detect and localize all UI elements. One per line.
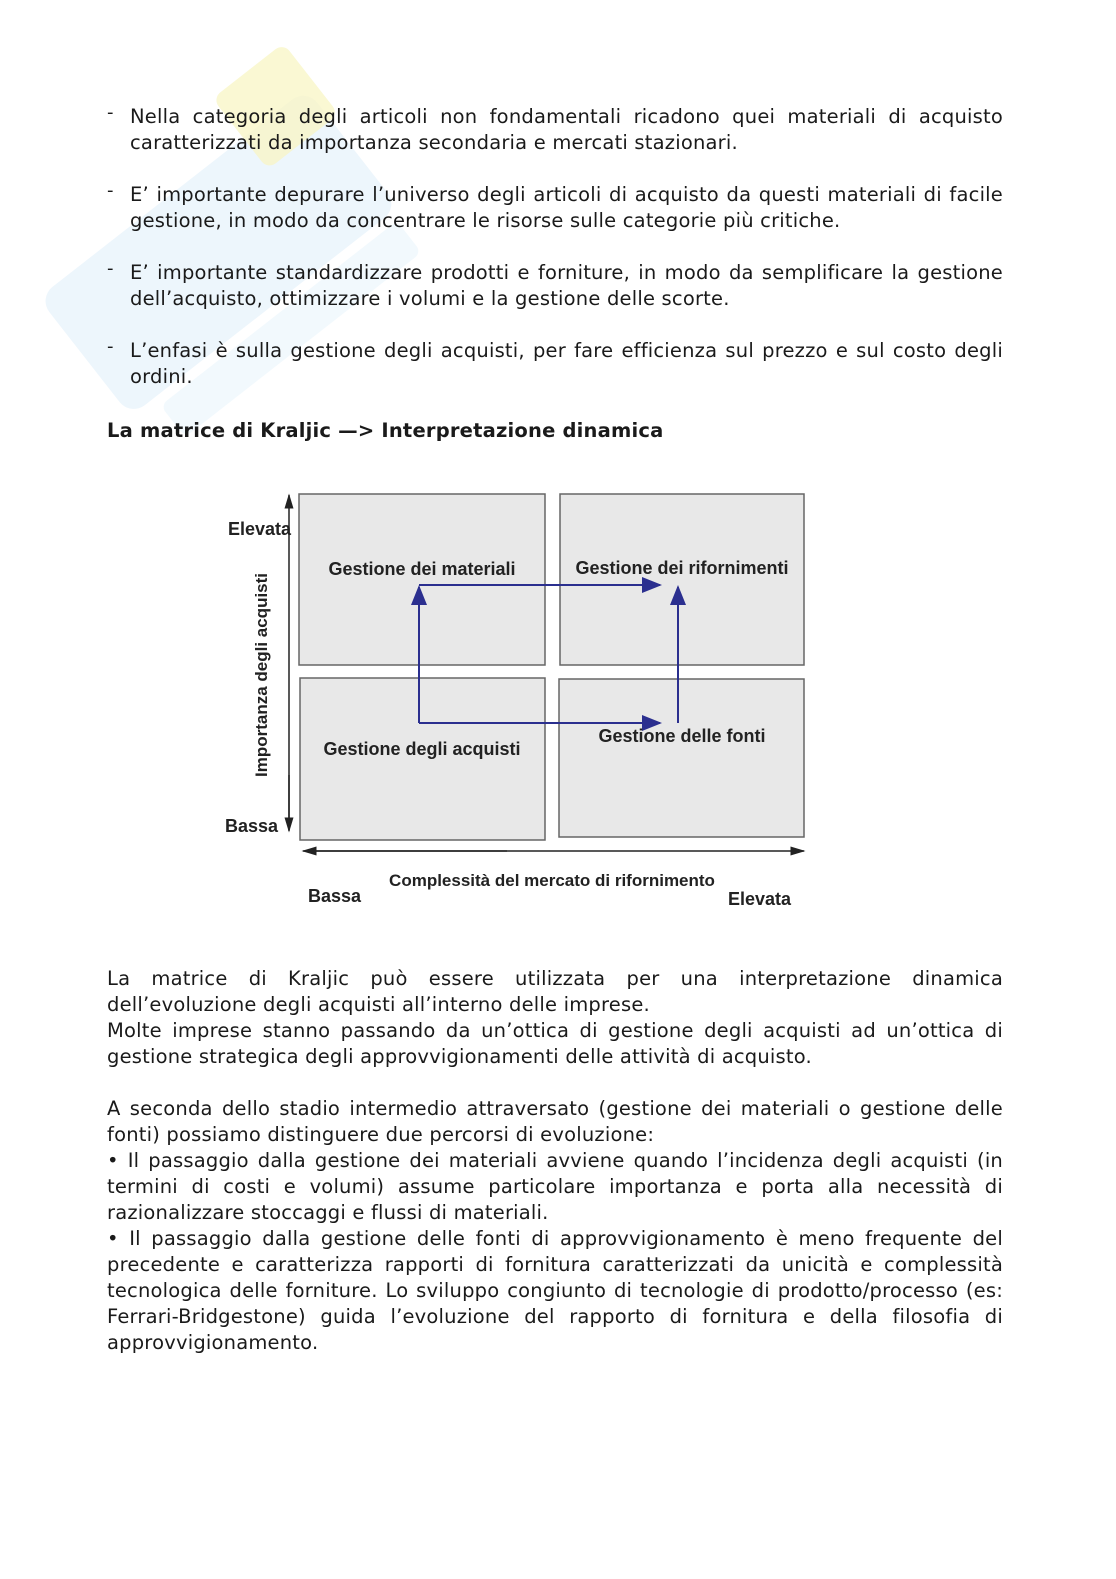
bullet-marker: - xyxy=(107,102,114,123)
y-axis-title: Importanza degli acquisti xyxy=(252,572,271,778)
quadrant-label-acquisti: Gestione degli acquisti xyxy=(323,739,521,759)
list-item xyxy=(107,260,1003,312)
x-low-label: Bassa xyxy=(308,886,362,906)
x-high-label: Elevata xyxy=(728,889,792,909)
paragraph: A seconda dello stadio intermedio attraversato (gestione dei materiali o gestione delle fonti) possiamo distinguere due percorsi di evoluzione: xyxy=(107,1097,1003,1146)
paragraph-gap xyxy=(107,1070,1003,1096)
page-content xyxy=(107,102,1003,442)
quadrant-label-materiali: Gestione dei materiali xyxy=(328,559,516,579)
paragraph: La matrice di Kraljic può essere utilizzata per una interpretazione dinamica dell’evoluzione degli acquisti all’interno delle imprese. xyxy=(107,967,1003,1016)
paragraph: Molte imprese stanno passando da un’ottica di gestione degli acquisti ad un’ottica di gestione strategica degli approvvigionamenti delle attività di acquisto. xyxy=(107,1019,1003,1068)
list-item xyxy=(107,338,1003,390)
y-low-label: Bassa xyxy=(225,816,279,836)
quadrant-top-left xyxy=(299,494,545,665)
quadrant-top-right xyxy=(560,494,804,665)
x-axis-title: Complessità del mercato di rifornimento xyxy=(389,871,715,890)
bullet-text: L’enfasi è sulla gestione degli acquisti, per fare efficienza sul prezzo e sul costo degli ordini. xyxy=(130,339,1003,388)
bullet-text: E’ importante standardizzare prodotti e forniture, in modo da semplificare la gestione dell’acquisto, ottimizzare i volumi e la gestione delle scorte. xyxy=(130,261,1003,310)
bullet-marker: - xyxy=(107,258,114,279)
quadrant-label-rifornimenti: Gestione dei rifornimenti xyxy=(575,558,789,578)
quadrant-label-fonti: Gestione delle fonti xyxy=(598,726,766,746)
body-text xyxy=(107,966,1003,1356)
kraljic-matrix-diagram xyxy=(107,475,827,925)
bullet-marker: - xyxy=(107,180,114,201)
bullet-marker: - xyxy=(107,336,114,357)
paragraph: • Il passaggio dalla gestione delle fonti di approvvigionamento è meno frequente del precedente e caratterizza rapporti di fornitura caratterizzati da unicità e complessità tecnologica delle forniture. Lo sviluppo congiunto di tecnologie di prodotto/processo (es: Ferrari-Bridgestone) guida l’evoluzione del rapporto di fornitura e della filosofia di approvvigionamento. xyxy=(107,1227,1003,1354)
bullet-text: E’ importante depurare l’universo degli articoli di acquisto da questi materiali di facile gestione, in modo da concentrare le risorse sulle categorie più critiche. xyxy=(130,183,1003,232)
bullet-text: Nella categoria degli articoli non fondamentali ricadono quei materiali di acquisto caratterizzati da importanza secondaria e mercati stazionari. xyxy=(130,105,1003,154)
list-item xyxy=(107,182,1003,234)
quadrant-bottom-left xyxy=(300,678,545,840)
bullet-list xyxy=(107,104,1003,390)
paragraph: • Il passaggio dalla gestione dei materiali avviene quando l’incidenza degli acquisti (in termini di costi e volumi) assume particolare importanza e porta alla necessità di razionalizzare stoccaggi e flussi di materiali. xyxy=(107,1149,1003,1224)
y-high-label: Elevata xyxy=(228,519,292,539)
quadrant-bottom-right xyxy=(559,679,804,837)
section-title: La matrice di Kraljic —> Interpretazione dinamica xyxy=(107,419,664,442)
list-item xyxy=(107,104,1003,156)
